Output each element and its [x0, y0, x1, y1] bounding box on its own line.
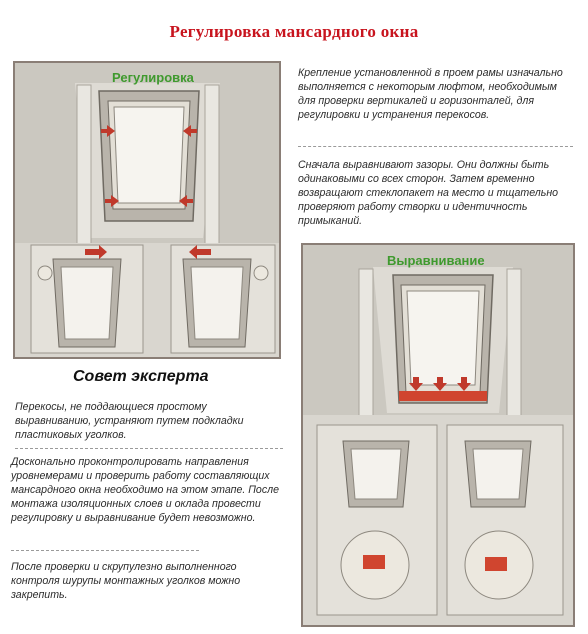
page-title: Регулировка мансардного окна [169, 22, 419, 41]
alignment-illustration [301, 243, 575, 627]
alignment-drawing [303, 245, 573, 625]
adjustment-illustration [13, 61, 281, 359]
divider [15, 448, 283, 449]
divider [298, 146, 573, 147]
adjustment-label: Регулировка [112, 70, 194, 85]
expert-paragraph-1: Перекосы, не поддающиеся простому выравниванию, устраняют путем подкладки пластиковых уголков. [15, 401, 244, 441]
paragraph-gaps: Сначала выравнивают зазоры. Они должны быть одинаковыми со всех сторон. Затем временно возвращают стеклопакет на место и тщательно проверяют работу створки и идентичность примыканий. [298, 159, 559, 227]
expert-paragraph-2: Досконально проконтролировать направления уровнемерами и проверить работу составляющих мансардного окна необходимо на этом этапе. После монтажа изоляционных слоев и оклада провести регулировку и выравнивание будет невозможно. [11, 456, 279, 524]
adjustment-drawing [15, 63, 279, 357]
paragraph-mounting: Крепление установленной в проем рамы изначально выполняется с некоторым люфтом, необходимым для проверки вертикалей и горизонталей, для регулировки и устранения перекосов. [298, 67, 563, 121]
divider [11, 550, 199, 551]
expert-paragraph-3: После проверки и скрупулезно выполненного контроля шурупы монтажных уголков можно закрепить. [11, 561, 241, 601]
expert-title: Совет эксперта [73, 368, 209, 385]
alignment-label: Выравнивание [387, 253, 485, 268]
